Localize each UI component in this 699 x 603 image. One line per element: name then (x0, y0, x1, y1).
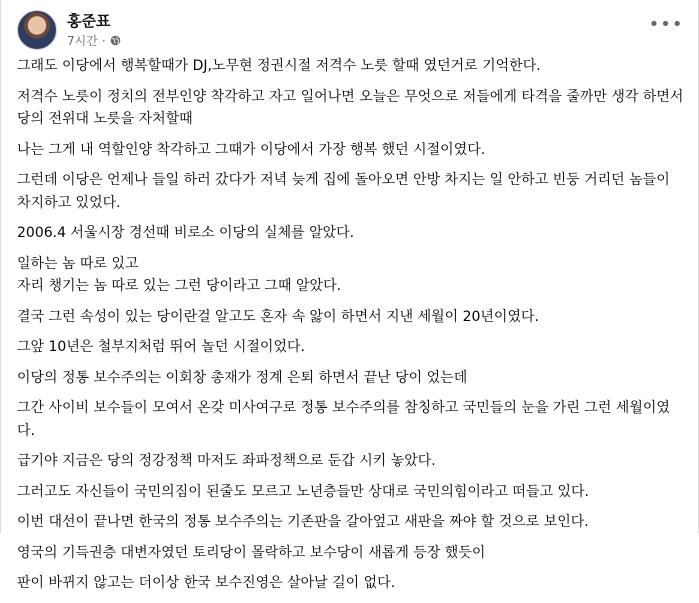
globe-icon (110, 35, 121, 46)
more-options-icon: ••• (648, 13, 684, 35)
post-paragraph: 그러고도 자신들이 국민의짐이 된줄도 모르고 노년층들만 상대로 국민의힘이라고 떠들고 있다. (17, 483, 589, 500)
post-paragraph: 결국 그런 속성이 있는 당이란걸 알고도 혼자 속 앓이 하면서 지낸 세월이 20년이였다. (17, 308, 539, 325)
post-subline (67, 33, 121, 49)
post-body (17, 55, 687, 603)
post-meta (67, 12, 121, 49)
post-paragraph: 이당의 정통 보수주의는 이회창 총재가 정계 은퇴 하면서 끝난 당이 었는데 (17, 369, 468, 386)
avatar[interactable] (17, 10, 57, 50)
post-header (17, 8, 121, 52)
post-paragraph: 그래도 이당에서 행복할때가 DJ,노무현 정권시절 저격수 노릇 할때 였던거로 기억한다. (17, 58, 541, 74)
post-paragraph: 그앞 10년은 철부지처럼 뛰어 놀던 시절이었다. (17, 339, 305, 355)
post-timestamp[interactable]: 7시간 (67, 33, 98, 48)
author-name[interactable]: 홍준표 (67, 11, 111, 30)
post-paragraph: 영국의 기득권층 대변자였던 토리당이 몰락하고 보수당이 새롭게 등장 했듯이 (17, 544, 486, 561)
post-paragraph: 일하는 놈 따로 있고 자리 챙기는 놈 따로 있는 그런 당이라고 그때 알았다. (17, 255, 342, 294)
more-options-button[interactable] (648, 13, 684, 35)
post-paragraph: 그런데 이당은 언제나 들일 하러 갔다가 저녁 늦게 집에 돌아오면 안방 차지는 일 안하고 빈둥 거리던 놈들이 차지하고 있었다. (17, 172, 670, 211)
post-paragraph: 이번 대선이 끝나면 한국의 정통 보수주의는 기존판을 갈아엎고 새판을 짜야 할 것으로 보인다. (17, 514, 589, 530)
separator-dot: · (101, 33, 106, 48)
post-paragraph: 저격수 노릇이 정치의 전부인양 착각하고 자고 일어나면 오늘은 무엇으로 저들에게 타격을 줄까만 생각 하면서 당의 전위대 노릇을 자처할때 (17, 88, 684, 127)
post-paragraph: 나는 그게 내 역할인양 착각하고 그때가 이당에서 가장 행복 했던 시절이였다. (17, 141, 486, 158)
post-paragraph: 급기야 지금은 당의 정강정책 마저도 좌파정책으로 둔갑 시키 놓았다. (17, 453, 436, 469)
post-paragraph: 판이 바뀌지 않고는 더이상 한국 보수진영은 살아날 길이 없다. (17, 575, 396, 591)
post-paragraph: 그간 사이비 보수들이 모여서 온갖 미사여구로 정통 보수주의를 참칭하고 국민들의 눈을 가린 그런 세월이였다. (17, 400, 670, 439)
post-paragraph: 2006.4 서울시장 경선때 비로소 이당의 실체를 알았다. (17, 225, 355, 241)
